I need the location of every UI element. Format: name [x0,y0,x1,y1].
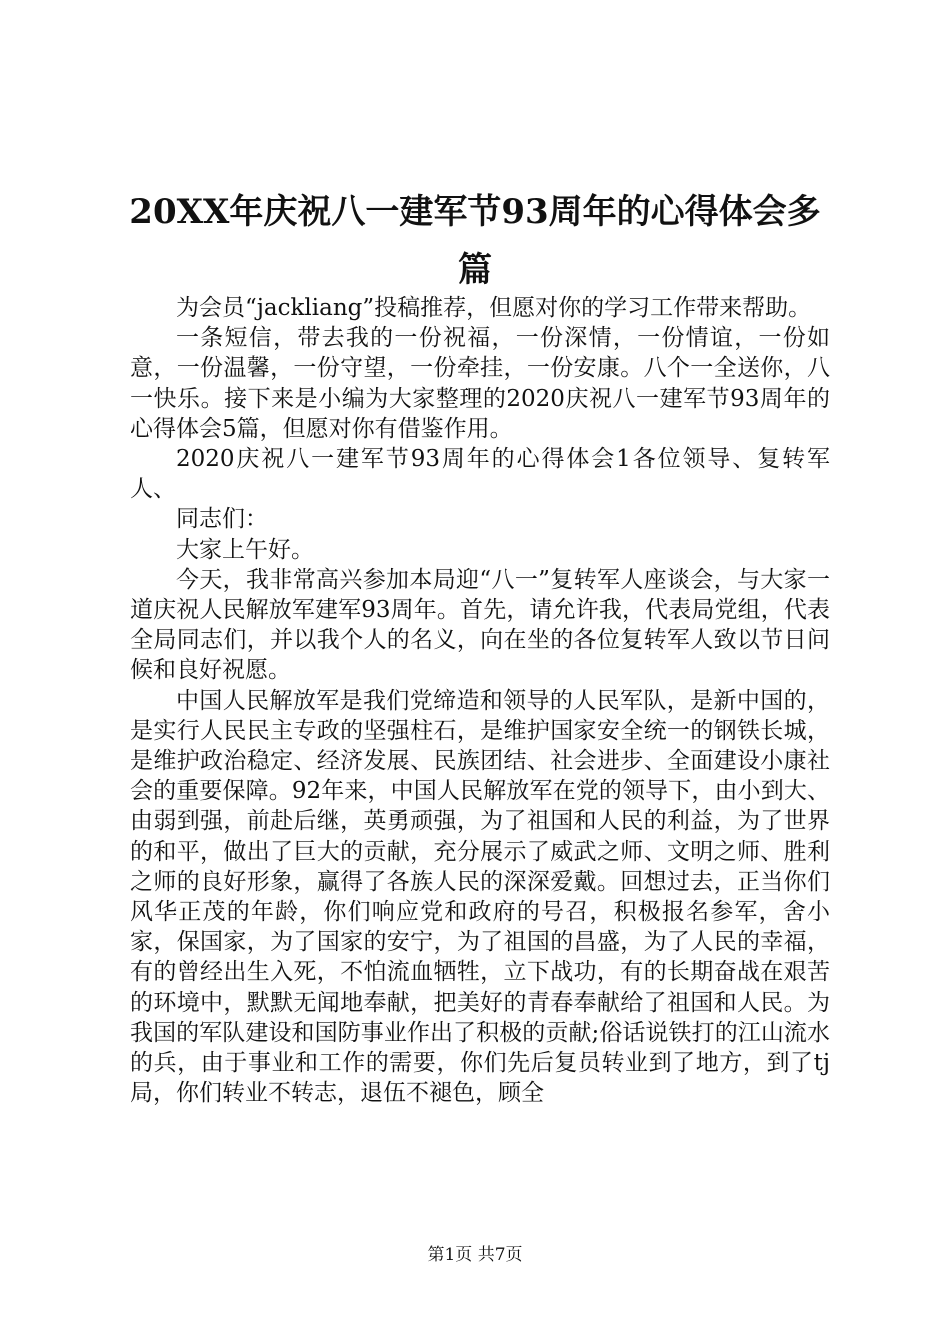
paragraph-2: 一条短信，带去我的一份祝福，一份深情，一份情谊，一份如意，一份温馨，一份守望，一份牵挂，一份安康。八个一全送你，八一快乐。接下来是小编为大家整理的2020庆祝八一建军节93周年的心得体会5篇，但愿对你有借鉴作用。 [130,325,830,442]
document-title: 20XX年庆祝八一建军节93周年的心得体会多篇 [129,191,821,290]
page-number-footer: 第1页 共7页 [427,1245,523,1265]
paragraph-7: 中国人民解放军是我们党缔造和领导的人民军队，是新中国的，是实行人民民主专政的坚强柱石，是维护国家安全统一的钢铁长城，是维护政治稳定、经济发展、民族团结、社会进步、全面建设小康社会的重要保障。92年来，中国人民解放军在党的领导下，由小到大、由弱到强，前赴后继，英勇顽强，为了祖国和人民的利益，为了世界的和平，做出了巨大的贡献，充分展示了威武之师、文明之师、胜利之师的良好形象，赢得了各族人民的深深爱戴。回想过去，正当你们风华正茂的年龄，你们响应党和政府的号召，积极报名参军，舍小家，保国家，为了国家的安宁，为了祖国的昌盛，为了人民的幸福，有的曾经出生入死，不怕流血牺牲，立下战功，有的长期奋战在艰苦的环境中，默默无闻地奉献，把美好的青春奉献给了祖国和人民。为我国的军队建设和国防事业作出了积极的贡献;俗话说铁打的江山流水的兵，由于事业和工作的需要，你们先后复员转业到了地方，到了tj局，你们转业不转志，退伍不褪色，顾全 [130,687,830,1107]
paragraph-4: 同志们： [176,506,268,533]
document-body [130,293,830,1108]
paragraph-3: 2020庆祝八一建军节93周年的心得体会1各位领导、复转军人、 [130,446,830,503]
paragraph-6: 今天，我非常高兴参加本局迎“八一”复转军人座谈会，与大家一道庆祝人民解放军建军93周年。首先，请允许我，代表局党组，代表全局同志们，并以我个人的名义，向在坐的各位复转军人致以节日问候和良好祝愿。 [130,566,830,684]
paragraph-1: 为会员“jackliang”投稿推荐，但愿对你的学习工作带来帮助。 [176,295,812,321]
paragraph-5: 大家上午好。 [176,536,314,563]
